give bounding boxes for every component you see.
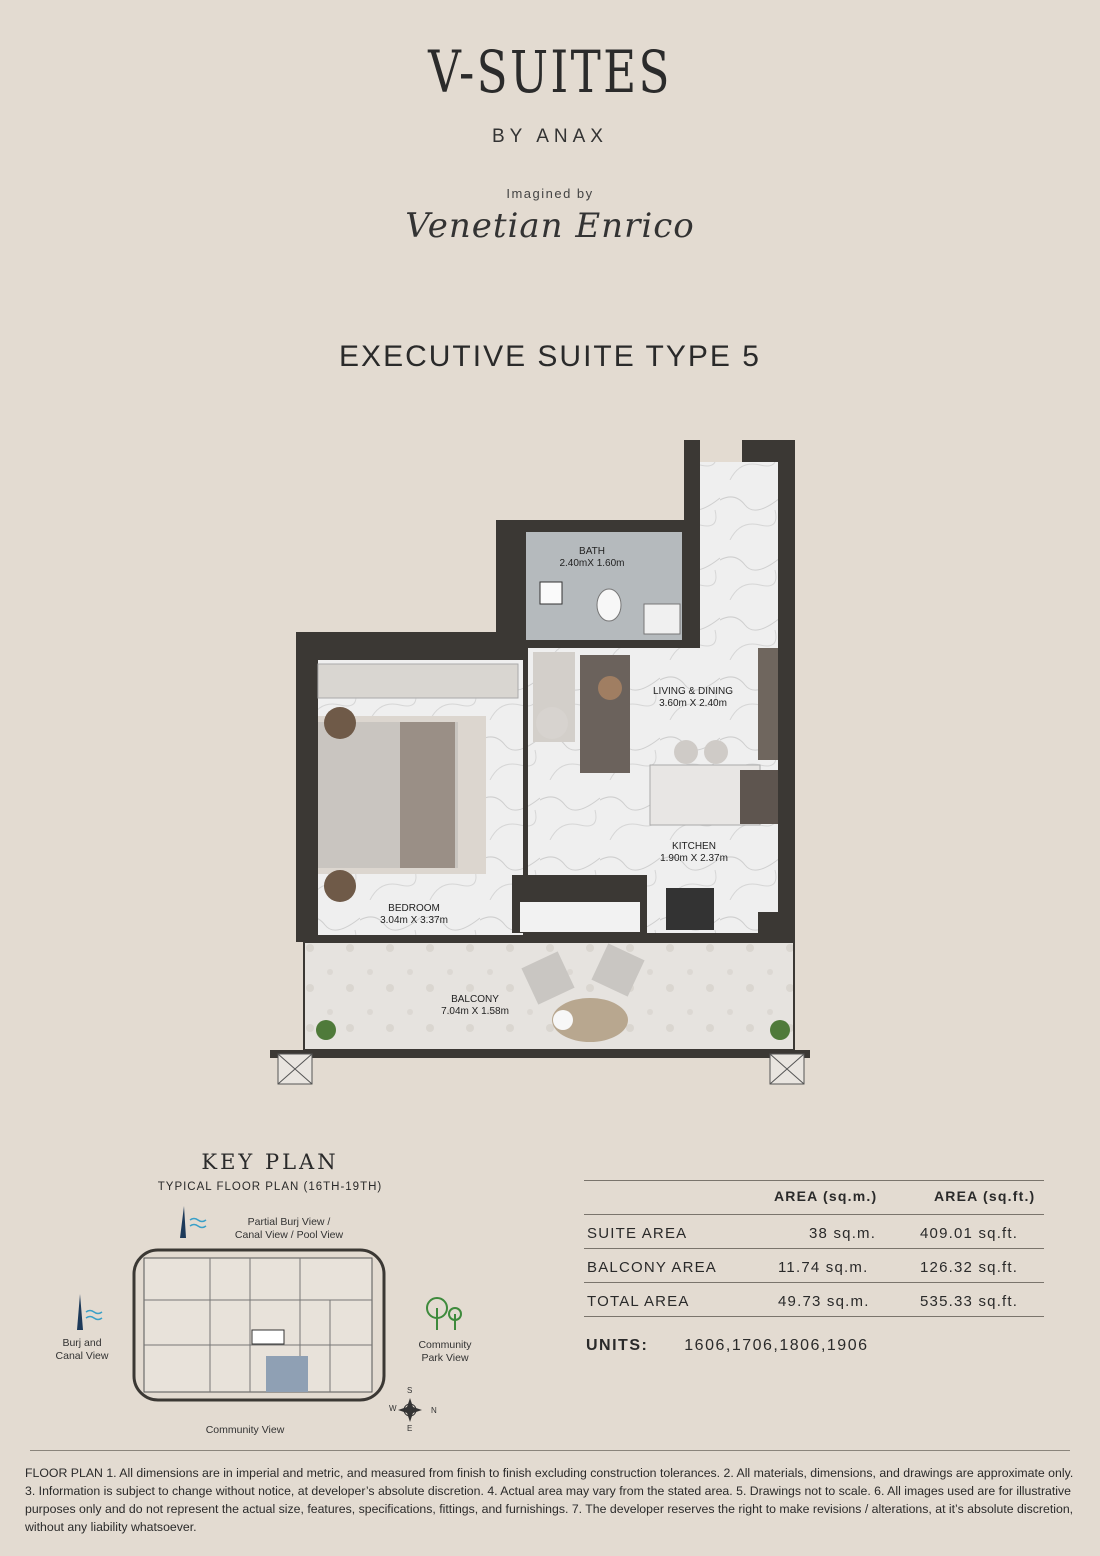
units-value: 1606,1706,1806,1906 <box>684 1337 869 1354</box>
table-row <box>584 1214 1044 1248</box>
compass-e: N <box>431 1406 437 1415</box>
compass-w: W <box>389 1404 397 1413</box>
room-name: BEDROOM <box>388 903 440 914</box>
area-table-header <box>584 1180 1044 1214</box>
footer-divider <box>30 1450 1070 1451</box>
disclaimer-text: FLOOR PLAN 1. All dimensions are in imperial and metric, and measured from finish to finish excluding construction tolerances. 2. All materials, dimensions, and drawings are approximate only. 3. Information is subject to change without notice, at developer’s absolute discretion. 4. Actual area may vary from the stated area. 5. Drawings not to scale. 6. All images used are for illustrative purposes only and do not represent the actual size, features, specifications, fittings, and furnishings. 7. The developer reserves the right to make revisions / alterations, at it’s absolute discretion, without any liability whatsoever. <box>25 1466 1074 1534</box>
room-label-bath <box>552 546 632 570</box>
header-sqm: AREA (sq.m.) <box>774 1188 878 1204</box>
park-tree-icon <box>427 1298 461 1330</box>
plan-title: EXECUTIVE SUITE TYPE 5 <box>339 340 761 373</box>
burj-icon-left <box>77 1294 83 1330</box>
view-label-top: Partial Burj View / Canal View / Pool View <box>234 1216 344 1241</box>
floor-plan-drawing <box>270 440 810 1090</box>
units-label: UNITS: <box>586 1337 649 1354</box>
room-name: LIVING & DINING <box>652 686 733 697</box>
view-label-bottom: Community View <box>205 1424 285 1436</box>
table-row <box>584 1282 1044 1317</box>
living-rug <box>580 655 630 773</box>
row-sqm: 11.74 sq.m. <box>778 1259 869 1276</box>
key-plan-subtitle: TYPICAL FLOOR PLAN (16TH-19TH) <box>157 1181 383 1193</box>
room-size: 3.04m X 3.37m <box>380 915 448 926</box>
brand-title: V-SUITES <box>428 38 672 106</box>
imagined-by-label: Imagined by <box>506 186 594 201</box>
room-name: BATH <box>579 546 605 557</box>
row-sqft: 535.33 sq.ft. <box>920 1293 1019 1310</box>
unit-highlight <box>266 1356 308 1392</box>
row-sqft: 409.01 sq.ft. <box>920 1225 1019 1242</box>
room-name: KITCHEN <box>672 841 716 852</box>
row-label: BALCONY AREA <box>587 1259 718 1276</box>
table-row <box>584 1248 1044 1282</box>
room-size: 1.90m X 2.37m <box>660 853 728 864</box>
view-label-right: Community Park View <box>418 1339 472 1364</box>
nightstand-bottom <box>324 870 356 902</box>
header-sqft: AREA (sq.ft.) <box>934 1188 1036 1204</box>
row-sqm: 38 sq.m. <box>809 1225 877 1242</box>
room-name: BALCONY <box>451 994 499 1005</box>
room-label-living <box>643 686 743 710</box>
key-plan-title: KEY PLAN <box>201 1150 339 1174</box>
room-label-bedroom <box>368 903 460 927</box>
row-label: TOTAL AREA <box>587 1293 690 1310</box>
row-sqft: 126.32 sq.ft. <box>920 1259 1019 1276</box>
area-table <box>584 1180 1044 1317</box>
nightstand-top <box>324 707 356 739</box>
row-sqm: 49.73 sq.m. <box>778 1293 870 1310</box>
room-label-kitchen <box>650 841 738 865</box>
room-label-balcony <box>430 994 520 1018</box>
room-size: 3.60m X 2.40m <box>659 698 727 709</box>
designer-signature: Venetian Enrico <box>405 206 695 246</box>
room-size: 7.04m X 1.58m <box>441 1006 509 1017</box>
room-size: 2.40mX 1.60m <box>559 558 625 569</box>
row-label: SUITE AREA <box>587 1225 688 1242</box>
burj-icon <box>180 1206 186 1238</box>
compass-n: S <box>407 1386 413 1395</box>
units-line <box>586 1337 869 1355</box>
brand-subtitle: BY ANAX <box>492 126 608 147</box>
compass-s: E <box>407 1424 413 1433</box>
kitchen-cabinet <box>758 648 778 760</box>
compass-icon <box>398 1398 422 1422</box>
view-label-left: Burj and Canal View <box>55 1337 109 1362</box>
